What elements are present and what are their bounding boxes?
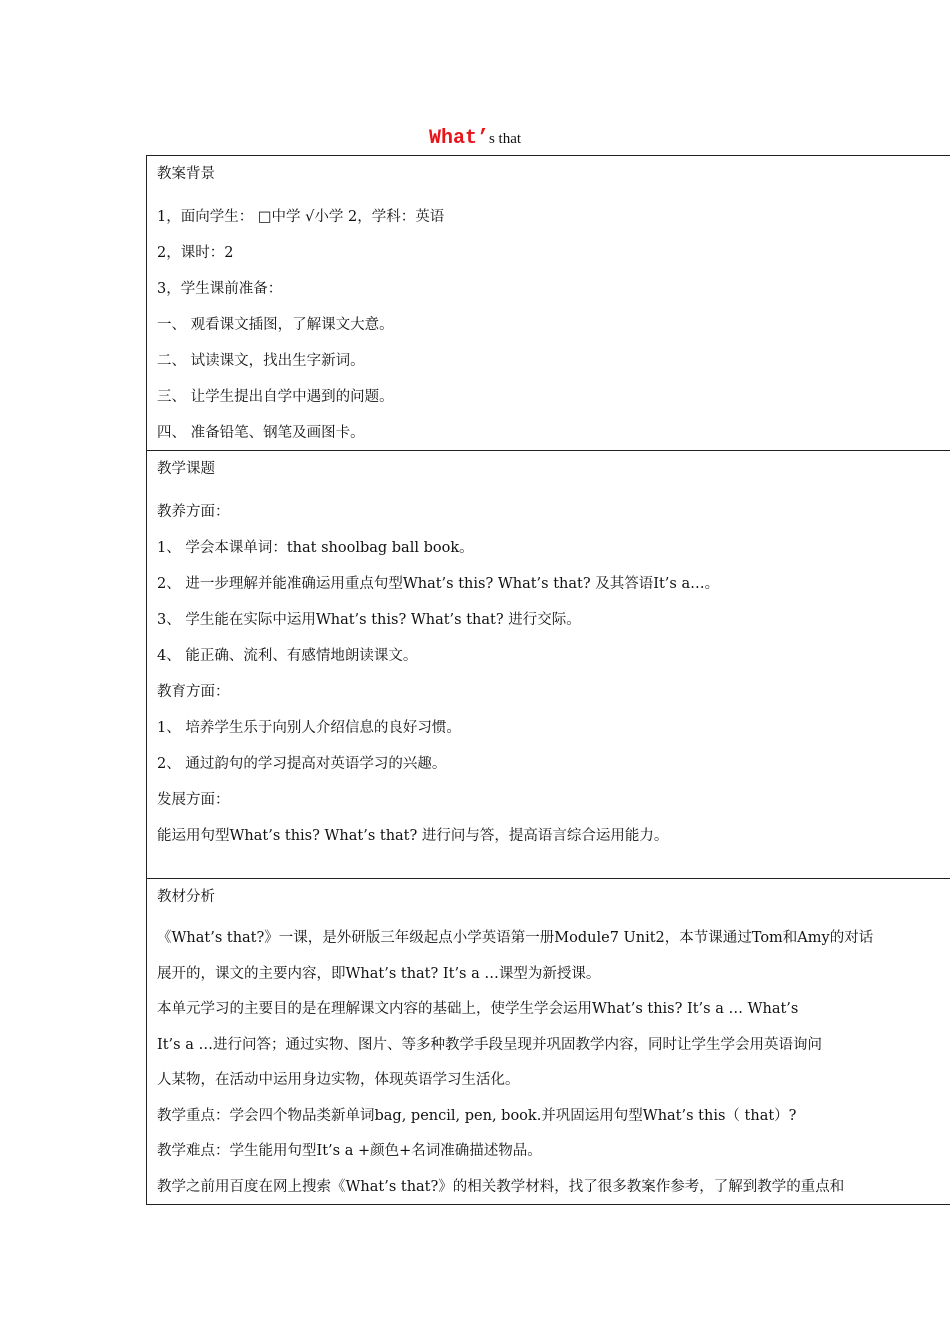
text-line: 教养方面： (157, 504, 230, 520)
text-line: 二、 试读课文，找出生字新词。 (157, 353, 365, 369)
text-line: 三、 让学生提出自学中遇到的问题。 (157, 389, 394, 405)
text-line: 教育方面： (157, 684, 230, 700)
section-topic (147, 451, 950, 879)
document-title (0, 124, 950, 152)
section-heading: 教学课题 (157, 461, 215, 477)
text-line: 教学难点：学生能用句型It’s a +颜色+名词准确描述物品。 (157, 1143, 542, 1159)
text-line: 1、 培养学生乐于向别人介绍信息的良好习惯。 (157, 720, 461, 736)
text-line: 1、 学会本课单词：that shoolbag ball book。 (157, 540, 474, 556)
lesson-plan-table (146, 155, 950, 1205)
text-line: 《What’s that?》一课，是外研版三年级起点小学英语第一册Module7 Unit2，本节课通过Tom和Amy的对话 (157, 930, 874, 946)
section-background (147, 156, 950, 451)
text-line: It’s a …进行问答；通过实物、图片、等多种教学手段呈现并巩固教学内容，同时让学生学会用英语询问 (157, 1036, 822, 1053)
title-red-part: What’ (428, 127, 489, 150)
text-line: 1，面向学生： □中学 √小学 2，学科：英语 (157, 209, 445, 225)
text-line: 人某物，在活动中运用身边实物，体现英语学习生活化。 (157, 1072, 520, 1088)
text-line: 教学之前用百度在网上搜索《What’s that?》的相关教学材料，找了很多教案作参考，了解到教学的重点和 (157, 1178, 845, 1195)
section-heading: 教案背景 (157, 166, 215, 182)
text-line: 2、 通过韵句的学习提高对英语学习的兴趣。 (157, 756, 447, 772)
title-rest: s that (488, 131, 522, 147)
text-line: 发展方面： (157, 792, 230, 808)
text-line: 教学重点：学会四个物品类新单词bag, pencil, pen, book.并巩固运用句型What’s this（ that）? (157, 1107, 797, 1124)
text-line: 一、 观看课文插图，了解课文大意。 (157, 317, 394, 333)
section-analysis (147, 879, 950, 1205)
text-line: 2、 进一步理解并能准确运用重点句型What’s this? What’s that? 及其答语It’s a…。 (157, 576, 720, 592)
text-line: 能运用句型What’s this? What’s that? 进行问与答，提高语言综合运用能力。 (157, 828, 669, 844)
text-line: 展开的，课文的主要内容，即What’s that? It’s a …课型为新授课。 (157, 965, 601, 982)
text-line: 3，学生课前准备： (157, 281, 283, 297)
text-line: 四、 准备铅笔、钢笔及画图卡。 (157, 425, 365, 441)
section-heading: 教材分析 (157, 889, 215, 905)
text-line: 2，课时：2 (157, 245, 234, 261)
text-line: 本单元学习的主要目的是在理解课文内容的基础上，使学生学会运用What’s this? It’s a … What’s (157, 1001, 799, 1017)
text-line: 3、 学生能在实际中运用What’s this? What’s that? 进行交际。 (157, 612, 581, 628)
text-line: 4、 能正确、流利、有感情地朗读课文。 (157, 648, 418, 664)
